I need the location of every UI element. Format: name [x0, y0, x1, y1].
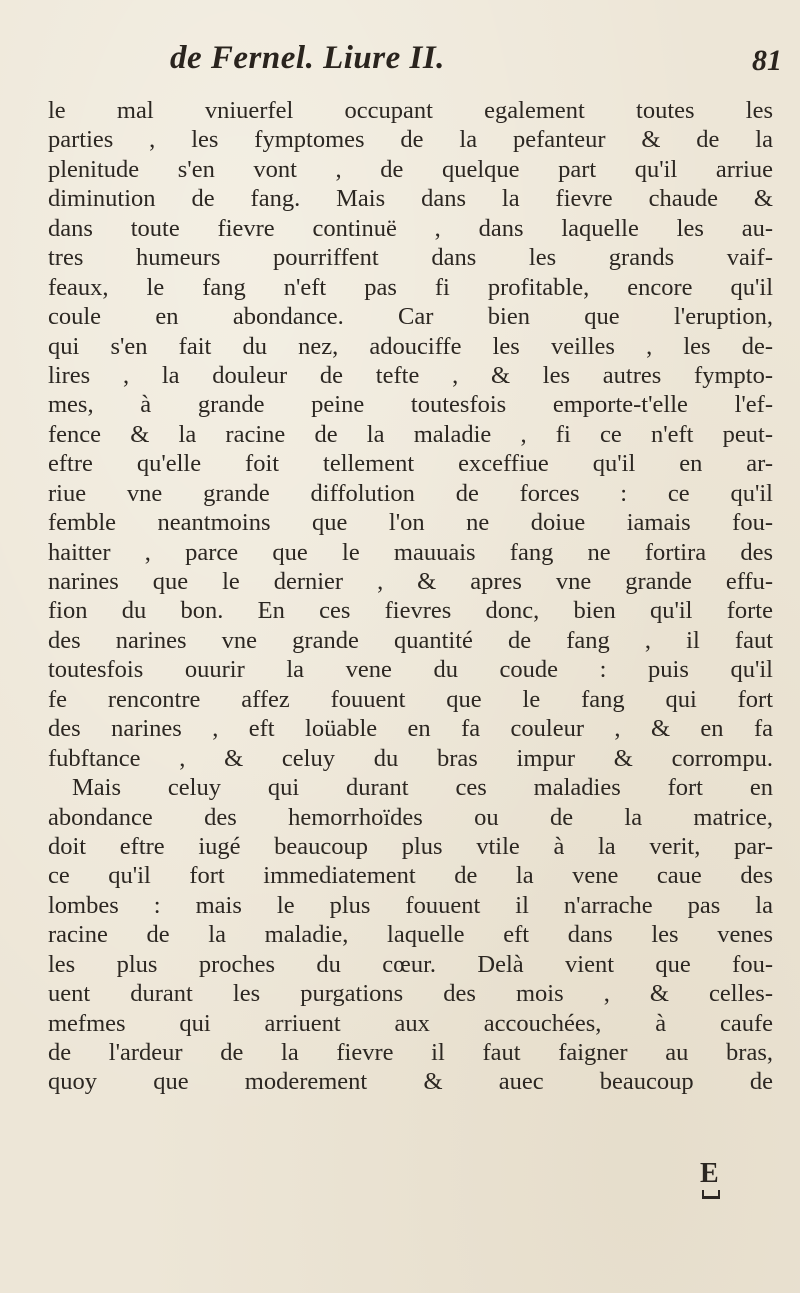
signature-underline [702, 1190, 720, 1199]
text-line: coule en abondance. Car bien que l'eruption, [48, 303, 773, 331]
page-number: 81 [752, 44, 782, 77]
text-line: abondance des hemorrhoïdes ou de la matrice, [48, 803, 773, 831]
text-line: de l'ardeur de la fievre il faut faigner au bras, [48, 1039, 773, 1066]
text-line: dans toute fievre continuë , dans laquelle les au- [48, 214, 773, 242]
signature-mark: E [700, 1158, 719, 1189]
text-line: narines que le dernier , & apres vne grande effu- [48, 568, 773, 595]
text-line: les plus proches du cœur. Delà vient que fou- [48, 950, 773, 978]
text-line: fubftance , & celuy du bras impur & corrompu. [48, 744, 773, 772]
text-line: femble neantmoins que l'on ne doiue iamais fou- [48, 509, 773, 537]
text-line: toutesfois ouurir la vene du coude : puis qu'il [48, 656, 773, 684]
text-line: lombes : mais le plus fouuent il n'arrache pas la [48, 891, 773, 919]
text-line: parties , les fymptomes de la pefanteur & de la [48, 126, 773, 154]
text-line: plenitude s'en vont , de quelque part qu'il arriue [48, 155, 773, 183]
text-line: lires , la douleur de tefte , & les autres fympto- [48, 361, 773, 389]
text-line: racine de la maladie, laquelle eft dans les venes [48, 921, 773, 949]
text-line: diminution de fang. Mais dans la fievre chaude & [48, 185, 773, 213]
text-line: doit eftre iugé beaucoup plus vtile à la verit, par- [48, 832, 773, 860]
text-line: haitter , parce que le mauuais fang ne fortira des [48, 538, 773, 566]
text-line: mefmes qui arriuent aux accouchées, à caufe [48, 1009, 773, 1037]
text-line: mes, à grande peine toutesfois emporte-t'elle l'ef- [48, 391, 773, 419]
page-header [170, 40, 790, 90]
text-line: fe rencontre affez fouuent que le fang qui fort [48, 685, 773, 713]
text-line: feaux, le fang n'eft pas fi profitable, encore qu'il [48, 273, 773, 301]
body-text [48, 96, 773, 1097]
text-line: des narines vne grande quantité de fang , il faut [48, 626, 773, 654]
text-line: le mal vniuerfel occupant egalement toutes les [48, 97, 773, 124]
text-line: uent durant les purgations des mois , & celles- [48, 980, 773, 1008]
text-line: ce qu'il fort immediatement de la vene caue des [48, 862, 773, 890]
text-line: Mais celuy qui durant ces maladies fort en [72, 774, 773, 802]
text-line: fion du bon. En ces fievres donc, bien qu'il forte [48, 597, 773, 625]
text-line: quoy que moderement & auec beaucoup de [48, 1068, 773, 1096]
text-line: riue vne grande diffolution de forces : ce qu'il [48, 479, 773, 507]
text-line: fence & la racine de la maladie , fi ce n'eft peut- [48, 420, 773, 448]
text-line: eftre qu'elle foit tellement exceffiue qu'il en ar- [48, 450, 773, 478]
text-line: tres humeurs pourriffent dans les grands vaif- [48, 244, 773, 272]
text-line: des narines , eft loüable en fa couleur , & en fa [48, 715, 773, 743]
text-line: qui s'en fait du nez, adouciffe les veilles , les de- [48, 332, 773, 360]
running-head: de Fernel. Liure II. [170, 40, 445, 76]
